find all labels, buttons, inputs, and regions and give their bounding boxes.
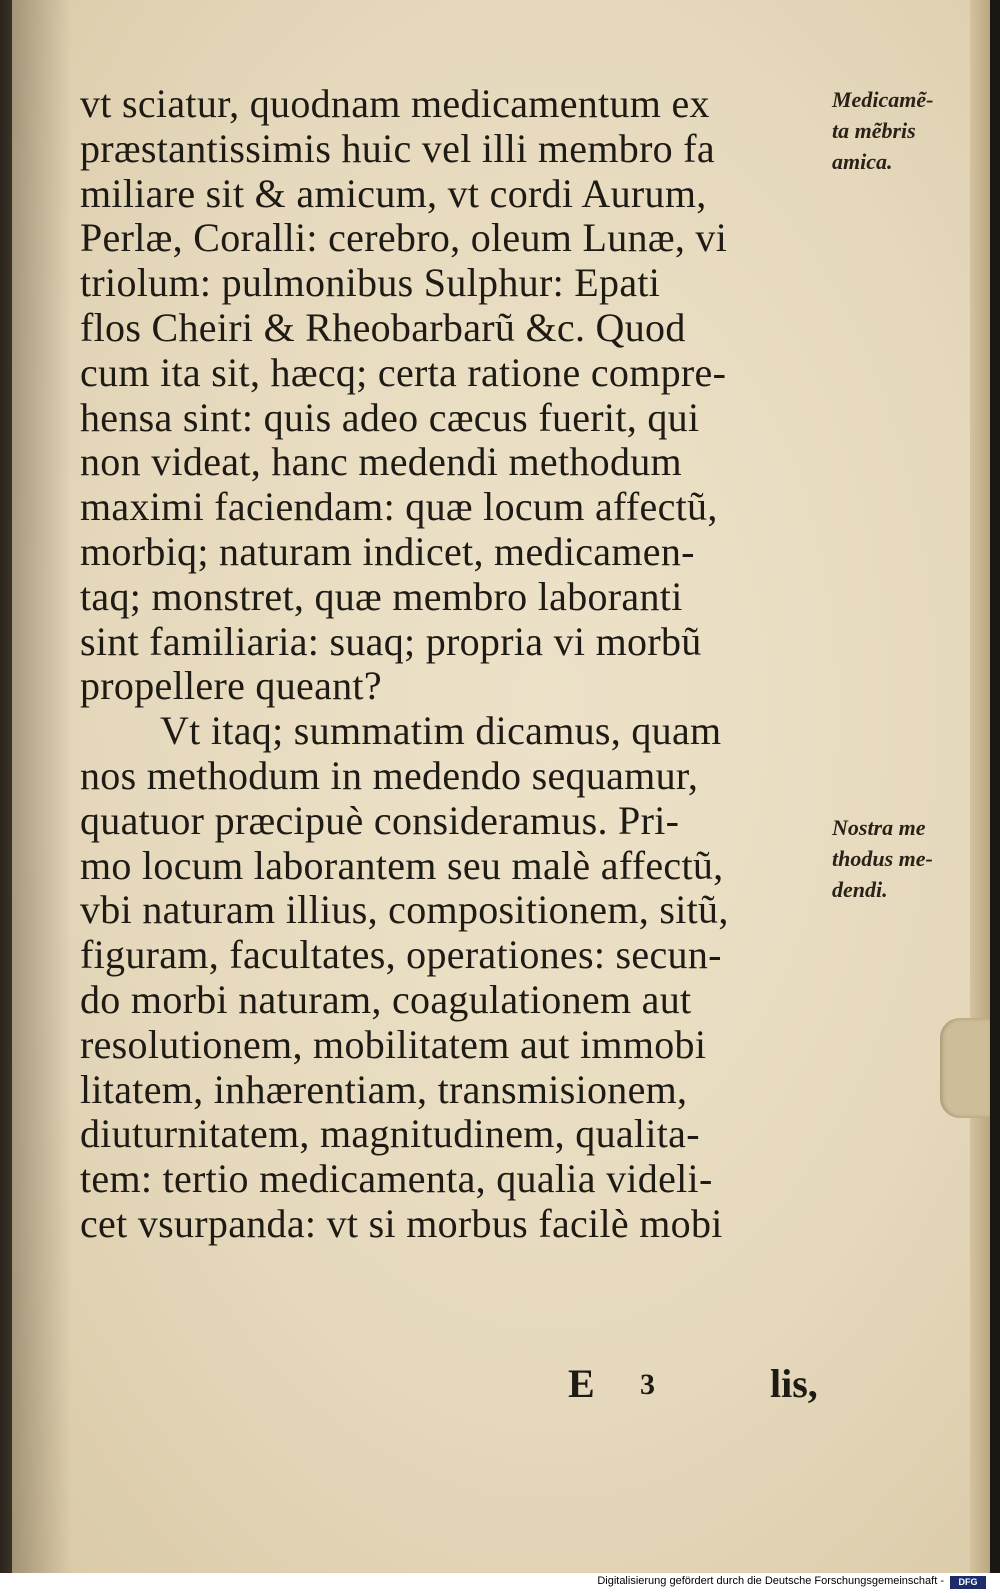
gutter-shadow: [12, 0, 72, 1573]
text-line: Perlæ, Coralli: cerebro, oleum Lunæ, vi: [80, 215, 728, 261]
signature-number: 3: [640, 1368, 655, 1401]
page-fore-edge: [970, 0, 990, 1573]
marginal-note-line: Medicamẽ-: [832, 87, 934, 112]
catchword: lis,: [770, 1361, 818, 1406]
text-line: triolum: pulmonibus Sulphur: Epati: [80, 260, 661, 306]
text-line: miliare sit & amicum, vt cordi Aurum,: [80, 170, 707, 216]
main-text-block: [80, 82, 840, 1247]
text-line: figuram, facultates, operationes: secun-: [80, 932, 722, 978]
text-line: resolutionem, mobilitatem aut immobi: [80, 1021, 707, 1067]
marginal-note-methodus: [832, 812, 933, 905]
funding-credit: Digitalisierung gefördert durch die Deutsche Forschungsgemeinschaft -: [597, 1575, 944, 1587]
text-line: taq; monstret, quæ membro laboranti: [80, 573, 683, 619]
signature-mark: E: [568, 1361, 595, 1406]
text-line: propellere queant?: [80, 663, 382, 709]
text-line: nos methodum in medendo sequamur,: [80, 752, 699, 798]
marginal-note-line: amica.: [832, 149, 893, 174]
text-line: morbiq; naturam indicet, medicamen-: [80, 528, 695, 574]
marginal-note-line: thodus me-: [832, 846, 933, 871]
text-line: non videat, hanc medendi methodum: [80, 439, 682, 485]
marginal-note-line: Nostra me: [832, 815, 926, 840]
text-line: diuturnitatem, magnitudinem, qualita-: [80, 1111, 700, 1157]
text-line: cet vsurpanda: vt si morbus facilè mobi: [80, 1200, 723, 1246]
text-line: cum ita sit, hæcq; certa ratione compre-: [80, 349, 727, 395]
marginal-note-line: dendi.: [832, 877, 888, 902]
text-line: tem: tertio medicamenta, qualia videli-: [80, 1156, 713, 1202]
marginal-note-medicamenta: [832, 84, 933, 177]
text-line: vbi naturam illius, compositionem, sitũ,: [80, 887, 729, 933]
text-line: sint familiaria: suaq; propria vi morbũ: [80, 618, 702, 664]
text-line: maximi faciendam: quæ locum affectũ,: [80, 484, 718, 530]
text-line: vt sciatur, quodnam medicamentum ex: [80, 81, 710, 126]
text-line: mo locum laborantem seu malè affectũ,: [80, 842, 724, 888]
text-line: litatem, inhærentiam, transmisionem,: [80, 1066, 688, 1112]
text-line: flos Cheiri & Rheobarbarũ &c. Quod: [80, 304, 686, 350]
text-line: do morbi naturam, coagulationem aut: [80, 976, 692, 1022]
text-line: hensa sint: quis adeo cæcus fuerit, qui: [80, 394, 700, 440]
page-tab-marker: [940, 1018, 990, 1118]
paragraph-start-line: Vt itaq; summatim dicamus, quam: [160, 708, 722, 754]
digitization-footer: [0, 1573, 1000, 1593]
text-line: quatuor præcipuè consideramus. Pri-: [80, 797, 680, 843]
text-line: præstantissimis huic vel illi membro fa: [80, 125, 715, 171]
marginal-note-line: ta mẽbris: [832, 118, 916, 143]
dfg-logo: DFG: [950, 1576, 986, 1589]
